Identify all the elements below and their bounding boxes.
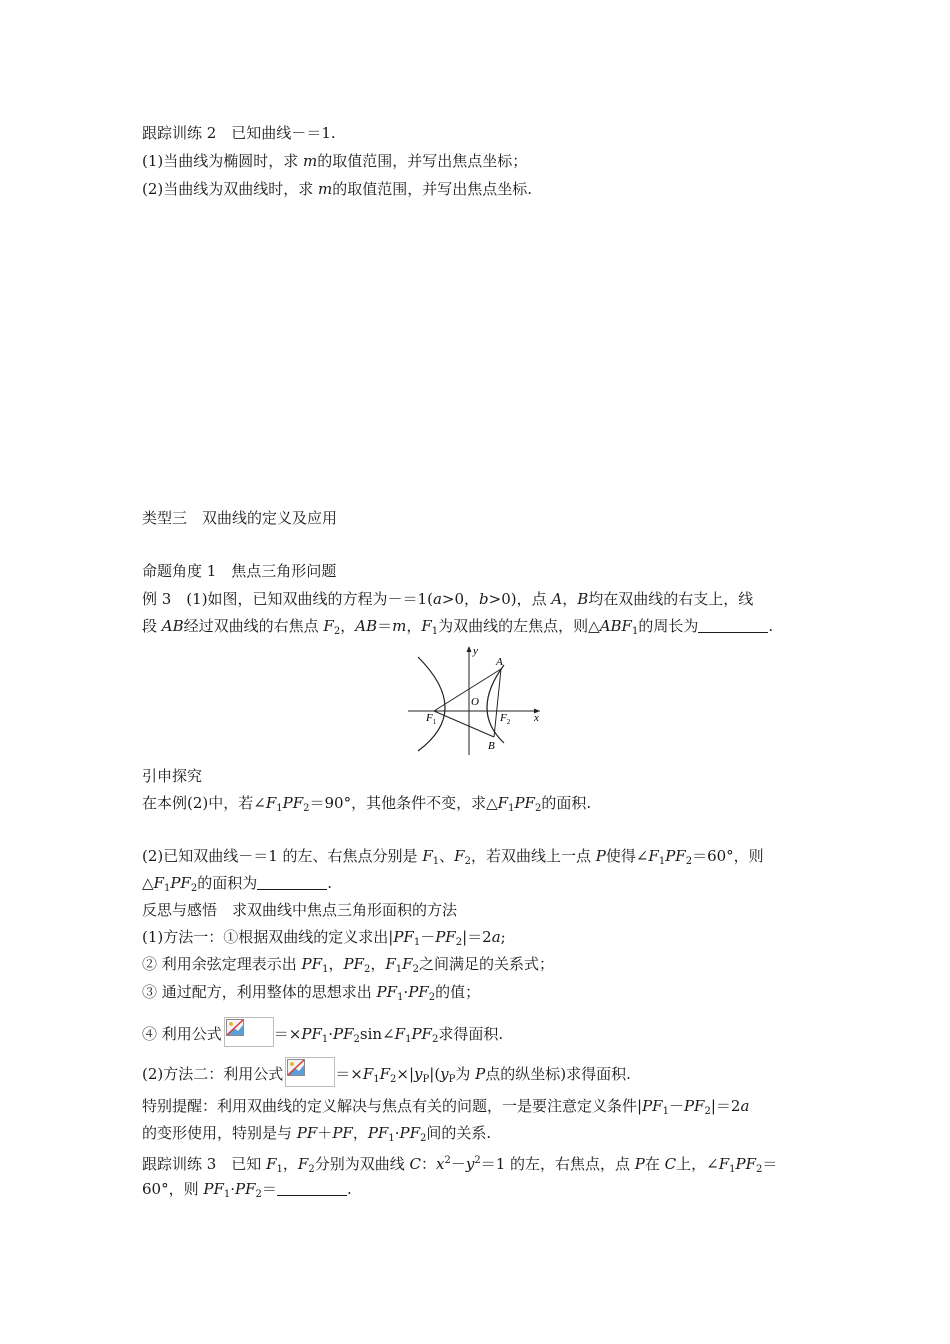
text: 的取值范围，并写出焦点坐标.	[332, 180, 533, 198]
text: 的面积.	[541, 794, 592, 812]
var-m: m	[318, 180, 333, 198]
F1-letter: F	[426, 712, 433, 724]
subscript: 2	[534, 803, 542, 814]
text: 段	[142, 617, 162, 635]
text: 在本例(2)中，若∠	[142, 794, 266, 812]
var: PF	[683, 1097, 705, 1115]
subscript: 2	[756, 1164, 763, 1175]
reminder-line1	[142, 1096, 749, 1122]
text: －	[420, 928, 436, 946]
track3-line1	[142, 1151, 777, 1180]
var: AB	[161, 617, 184, 635]
var: F	[297, 1155, 309, 1173]
track2-q2	[142, 179, 532, 199]
var: P	[634, 1155, 645, 1173]
example3-2-line1	[142, 846, 764, 872]
var: a	[740, 1097, 750, 1115]
text: －	[668, 1097, 684, 1115]
var: PF	[282, 794, 304, 812]
left-branch	[418, 657, 445, 751]
text: 、	[439, 847, 455, 865]
subscript: 1	[431, 626, 439, 637]
reflection-method1	[142, 927, 506, 953]
var: PF	[642, 1097, 663, 1115]
var: PF	[333, 1025, 354, 1043]
text: |＝2	[462, 928, 492, 946]
text: 例 3 (1)如图，已知双曲线的方程为－＝1(	[142, 590, 433, 608]
subscript: 2	[428, 992, 436, 1003]
hyperbola-figure	[408, 643, 548, 755]
subsection-heading-angle1: 命题角度 1 焦点三角形问题	[142, 562, 337, 580]
var: F	[422, 847, 433, 865]
var: AB	[355, 617, 378, 635]
var: PF	[301, 955, 323, 973]
text: ，	[352, 1124, 368, 1142]
text: |＝2	[710, 1097, 741, 1115]
subscript: 1	[662, 1106, 669, 1117]
var: PF	[332, 1124, 353, 1142]
text: 点的纵坐标)求得面积.	[485, 1065, 631, 1083]
text: 的值；	[435, 983, 481, 1001]
text: ，	[370, 955, 386, 973]
text: ·	[230, 1180, 236, 1198]
superscript: 2	[474, 1155, 481, 1166]
text: ＝	[762, 1155, 778, 1173]
var-m: m	[303, 152, 318, 170]
subscript: 1	[508, 803, 515, 814]
subscript: 1	[395, 964, 403, 975]
text: ② 利用余弦定理表示出	[142, 955, 302, 973]
subscript: 1	[432, 856, 440, 867]
subscript: 1	[413, 937, 421, 948]
reflection-step3	[142, 982, 480, 1008]
text: ＝60°，则	[692, 847, 764, 865]
subscript: 2	[412, 964, 419, 975]
var: PF	[367, 1124, 389, 1142]
text: (1)方法一：①根据双曲线的定义求出|	[142, 928, 394, 946]
formula-image-placeholder	[224, 1017, 274, 1047]
text: (2)已知双曲线－＝1 的左、右焦点分别是	[142, 847, 423, 865]
var: PF	[735, 1155, 757, 1173]
text: △	[142, 874, 154, 892]
subscript: 1	[276, 1164, 283, 1175]
var: PF	[393, 928, 414, 946]
var: F	[718, 1155, 730, 1173]
extension-question	[142, 793, 591, 819]
var: F	[454, 847, 465, 865]
text: 经过双曲线的右焦点	[183, 617, 324, 635]
var: PF	[343, 955, 364, 973]
subscript: 1	[631, 626, 639, 637]
reflection-step2	[142, 954, 554, 980]
var: F	[362, 1065, 374, 1083]
extension-heading: 引申探究	[142, 767, 203, 785]
text: ＝	[377, 617, 393, 635]
var: C	[664, 1155, 677, 1173]
var: ABF	[599, 617, 632, 635]
var: PF	[203, 1180, 224, 1198]
subscript: 2	[303, 803, 310, 814]
text: ·	[403, 983, 409, 1001]
origin-label: O	[471, 696, 479, 708]
y-axis-arrow	[467, 646, 472, 652]
subscript: 1	[405, 1034, 412, 1045]
reflection-method2	[142, 1057, 631, 1090]
text: ＝	[261, 1180, 277, 1198]
var: PF	[435, 928, 456, 946]
subscript: 2	[685, 856, 693, 867]
text: (1)当曲线为椭圆时，求	[142, 152, 304, 170]
subscript: 1	[729, 1164, 736, 1175]
var: F	[648, 847, 659, 865]
formula-image-placeholder	[285, 1057, 335, 1087]
var: PF	[665, 847, 686, 865]
var: b	[479, 590, 489, 608]
var: a	[491, 928, 501, 946]
subscript: P	[422, 1074, 430, 1085]
text: (2)当曲线为双曲线时，求	[142, 180, 319, 198]
text: (2)方法二：利用公式	[142, 1065, 284, 1083]
subscript: 1	[223, 1189, 231, 1200]
var: m	[392, 617, 407, 635]
text: 特别提醒：利用双曲线的定义解决与焦点有关的问题，一是要注意定义条件|	[142, 1097, 643, 1115]
subscript: 1	[388, 1133, 395, 1144]
var: A	[551, 590, 563, 608]
var: PF	[301, 1025, 322, 1043]
var: PF	[170, 874, 191, 892]
text: .	[327, 874, 333, 892]
var: y	[440, 1065, 449, 1083]
text: 使得∠	[605, 847, 649, 865]
text: ，	[406, 617, 422, 635]
subscript: 2	[308, 1164, 315, 1175]
var: F	[265, 794, 277, 812]
var: P	[595, 847, 606, 865]
var: PF	[235, 1180, 256, 1198]
subscript: 1	[397, 992, 404, 1003]
text: 60°，则	[142, 1180, 204, 1198]
text: 跟踪训练 3 已知	[142, 1155, 267, 1173]
reflection-heading: 反思与感悟 求双曲线中焦点三角形面积的方法	[142, 901, 458, 919]
text: ，	[340, 617, 356, 635]
text: ③ 通过配方，利用整体的思想求出	[142, 983, 377, 1001]
subscript: 1	[373, 1074, 380, 1085]
text: ×|	[396, 1065, 415, 1083]
var: a	[432, 590, 442, 608]
subscript: 2	[455, 937, 463, 948]
reminder-line2	[142, 1123, 491, 1149]
text: ·	[394, 1124, 400, 1142]
track3-line2	[142, 1179, 352, 1205]
var: F	[153, 874, 164, 892]
broken-image-icon	[287, 1059, 305, 1076]
text: ④ 利用公式	[142, 1025, 222, 1043]
var: F	[385, 955, 396, 973]
text: >0，	[441, 590, 480, 608]
y-label: y	[473, 645, 478, 657]
x-label: x	[534, 712, 539, 724]
subscript: 1	[276, 803, 283, 814]
text: 分别为双曲线	[314, 1155, 410, 1173]
text: 上，∠	[676, 1155, 719, 1173]
example3-line2	[142, 616, 773, 642]
text: 的变形使用，特别是与	[142, 1124, 297, 1142]
text: 的面积为	[197, 874, 258, 892]
F1-label	[425, 712, 437, 726]
var: F	[402, 955, 413, 973]
text: －	[450, 1155, 466, 1173]
text: ，	[562, 590, 578, 608]
text: .	[346, 1180, 352, 1198]
track2-q1	[142, 151, 527, 171]
var: y	[414, 1065, 423, 1083]
text: sin∠	[359, 1025, 395, 1043]
var: F	[266, 1155, 277, 1173]
answer-blank	[277, 1181, 347, 1196]
subscript: 2	[353, 1034, 360, 1045]
subscript: 2	[390, 1074, 397, 1085]
subscript: 2	[190, 883, 198, 894]
example3-2-line2	[142, 873, 332, 899]
text: ＝×	[335, 1065, 363, 1083]
subscript: 2	[255, 1189, 262, 1200]
F1-subscript: 1	[432, 718, 437, 726]
text: 的取值范围，并写出焦点坐标；	[317, 152, 528, 170]
var: F	[379, 1065, 391, 1083]
text: ＋	[317, 1124, 333, 1142]
point-B-label: B	[488, 740, 495, 752]
section-heading-type3: 类型三 双曲线的定义及应用	[142, 509, 338, 527]
var: x	[435, 1155, 445, 1173]
F2-letter: F	[500, 712, 507, 724]
text: 之间满足的关系式；	[418, 955, 554, 973]
text: 均在双曲线的右支上，线	[588, 590, 754, 608]
var: PF	[514, 794, 535, 812]
subscript: 2	[363, 964, 371, 975]
var: PF	[399, 1124, 421, 1142]
text: 的周长为	[638, 617, 699, 635]
text: ·	[328, 1025, 334, 1043]
subscript: 2	[333, 626, 341, 637]
var: PF	[408, 983, 429, 1001]
text: 为	[455, 1065, 476, 1083]
text: ，	[328, 955, 344, 973]
subscript: 1	[163, 883, 171, 894]
text: ;	[500, 928, 506, 946]
reflection-step4	[142, 1017, 503, 1050]
var: F	[497, 794, 509, 812]
answer-blank	[257, 875, 327, 890]
var: PF	[411, 1025, 432, 1043]
broken-image-icon	[226, 1019, 244, 1036]
text: 在	[644, 1155, 665, 1173]
text: ＝90°，其他条件不变，求△	[309, 794, 498, 812]
var: F	[323, 617, 334, 635]
answer-blank	[698, 618, 768, 633]
text: 间的关系.	[426, 1124, 492, 1142]
superscript: 2	[444, 1155, 451, 1166]
text: ＝×	[273, 1025, 302, 1043]
var: C	[409, 1155, 421, 1173]
text: ，	[282, 1155, 298, 1173]
var: y	[465, 1155, 475, 1173]
subscript: 2	[431, 1034, 439, 1045]
F2-label	[499, 712, 511, 726]
var: P	[475, 1065, 486, 1083]
var: PF	[376, 983, 398, 1001]
text: ＝1 的左，右焦点，点	[480, 1155, 635, 1173]
subscript: 1	[321, 1034, 329, 1045]
F2-subscript: 2	[506, 718, 511, 726]
var: B	[577, 590, 589, 608]
segment-F1B	[434, 711, 494, 737]
var: F	[421, 617, 432, 635]
subscript: 2	[704, 1106, 711, 1117]
var: F	[394, 1025, 406, 1043]
point-A-label: A	[496, 656, 503, 668]
text: 求得面积.	[438, 1025, 504, 1043]
subscript: 2	[464, 856, 471, 867]
text: ：	[420, 1155, 436, 1173]
text: .	[768, 617, 774, 635]
text: |(	[429, 1065, 441, 1083]
track2-title: 跟踪训练 2 已知曲线－＝1.	[142, 124, 336, 142]
example3-line1	[142, 589, 753, 609]
subscript: P	[448, 1074, 456, 1085]
segment-F1A	[434, 669, 501, 711]
subscript: 2	[420, 1133, 427, 1144]
var: PF	[296, 1124, 318, 1142]
text: ，若双曲线上一点	[470, 847, 596, 865]
text: >0)，点	[488, 590, 552, 608]
subscript: 1	[322, 964, 329, 975]
subscript: 1	[658, 856, 666, 867]
text: 为双曲线的左焦点，则△	[438, 617, 600, 635]
